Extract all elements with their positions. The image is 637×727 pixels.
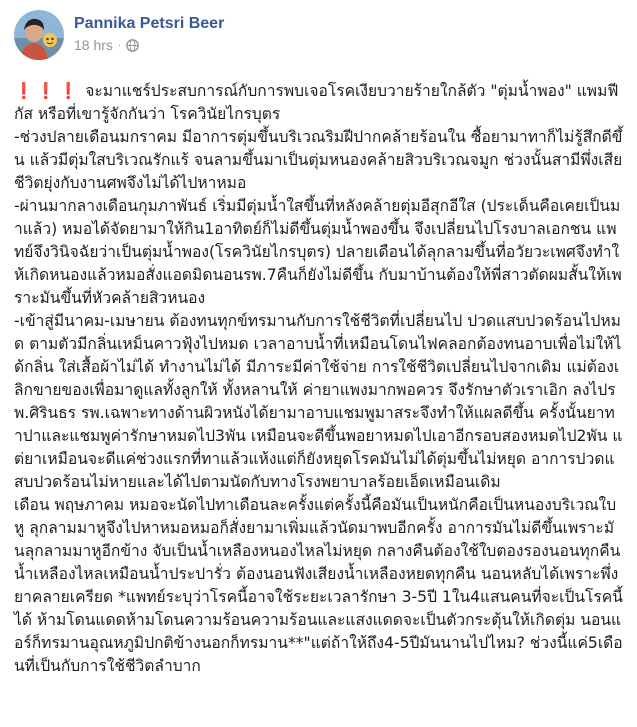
post-paragraph: -ผ่านมากลางเดือนกุมภาพันธ์ เริ่มมีตุ่มน้ำใสขึ้นที่หลังคล้ายตุ่มอีสุกอีใส (ประเด็นคือเคยเป็นมาแล้ว) หมอได้จัดยามาให้กิน1อาทิตย์ก็ไม่ดีขึ้นตุ่มน้ำพองขึ้น จึงเปลี่ยนไปโรงบาลเอกชน แพทย์จึงวินิจฉัยว่าเป็นตุ่มน้ำพอง(โรควินัยไกรบุตร) ปลายเดือนได้ลุกลามขึ้นที่อวัยวะเพศจึงทำให้เกิดหนองแล้วหมอสั่งแอดมิดนอนรพ.7คืนก็ยังไม่ดีขึ้น กับมาบ้านต้องให้พี่สาวตัดผมสั้นให้เพราะมันขึ้นที่หัวคล้ายสิวหนอง: [14, 197, 622, 307]
globe-icon[interactable]: [126, 39, 139, 52]
exclamation-icon: ❗❗❗: [14, 82, 82, 100]
post-paragraph: เดือน พฤษภาคม หมอจะนัดไปทาเดือนละครั้งแต่ครั้งนี้คือมันเป็นหนักคือเป็นหนองบริเวณใบหู ลุกลามมาหูจึงไปหาหมอหมอก็สั่งยามาเพิ่มแล้วนัดมาพบอีกครั้ง อาการมันไม่ดีขึ้นเพราะมันลุกลามมาหูอีกข้าง จับเป็นน้ำเหลืองหนองไหลไม่หยุด กลางคืนต้องใช้ใบตองรองนอนทุกคืนน้ำเหลืองไหลเหมือนน้ำประปารั่ว ต้องนอนฟังเสียงน้ำเหลืองหยดทุกคืน นอนหลับได้เพราะพึ่งยาคลายเครียด *แพทย์ระบุว่าโรคนี้อาจใช้ระยะเวลารักษา 3-5ปี 1ใน4แสนคนที่จะเป็นโรคนี้ได้ ห้ามโดนแดดห้ามโดนความร้อนความร้อนและแสงแดดจะเป็นตัวกระตุ้นให้เกิดตุ่ม นอนแอร์ก็ทรมานอุณหภูมิปกติข้างนอกก็ทรมาน**"แต่ถ้าให้ถึง4-5ปีมันนานไปไหม? ช่วงนี้แค่5เดือนที่เป็นกับการใช้ชีวิตลำบาก: [14, 496, 623, 675]
avatar-image: [14, 10, 64, 60]
post-paragraph: -เข้าสู่มีนาคม-เมษายน ต้องทนทุกข์ทรมานกับการใช้ชีวิตที่เปลี่ยนไป ปวดแสบปวดร้อนไปหมด ตามตัวมีกลิ่นเหม็นคาวฟุ้งไปหมด เวลาอาบน้ำที่เหมือนโดนไฟคลอกต้องทนอาบเพื่อไม่ให้ได้กลิ่น ใส่เสื้อผ้าไม่ได้ ทำงานไม่ได้ มีภาระมีค่าใช้จ่าย การใช้ชีวิตเปลี่ยนไปจากเดิม แม่ต้องเลิกขายของเพื่อมาดูแลทั้งลูกให้ ทั้งหลานให้ ค่ายาแพงมากพอควร จึงรักษาตัวเราเอิก ลงไปรพ.ศิรินธร รพ.เฉพาะทางด้านผิวหนังได้ยามาอาบแชมพูมาสระจึงทำให้แผลดีขึ้น ครั้งนั้นยาทาปาและแชมพูค่ารักษาหมดไป3พัน เหมือนจะดีขึ้นพอยาหมดไปเอาอีกรอบสองหมดไป2พัน แต่ยาเหมือนจะดีแค่ช่วงแรกที่ทาแล้วแห้งแต่ก็ยังหยุดโรคมันไม่ได้ตุ่มขึ้นไม่หยุด อาการปวดแสบปวดร้อนไม่หายและได้ไปตามนัดกับทางโรงพยาบาลร้อยเอ็ดเหมือนเดิม: [14, 312, 623, 491]
post-meta: [74, 37, 224, 53]
post-paragraph-text: จะมาแชร์ประสบการณ์กับการพบเจอโรคเงียบวายร้ายใกล้ตัว "ตุ่มน้ำพอง" แพมฟีกัส หรือที่เขารู้จักกันว่า โรควินัยไกรบุตร: [14, 82, 619, 123]
post-body: [14, 80, 623, 678]
author-name-link[interactable]: Pannika Petsri Beer: [74, 15, 225, 32]
author-block: [74, 10, 224, 53]
avatar[interactable]: [14, 10, 64, 60]
post-header: [14, 10, 623, 68]
meta-separator: ·: [117, 39, 122, 51]
post-timestamp[interactable]: 18 hrs: [74, 37, 113, 53]
post-paragraph: -ช่วงปลายเดือนมกราคม มีอาการตุ่มขึ้นบริเวณริมฝีปากคล้ายร้อนใน ซื้อยามาทาก็ไม่รู้สึกดีขึ้น แล้วมีตุ่มใสบริเวณรักแร้ จนลามขึ้นมาเป็นตุ่มหนองคล้ายสิวบริเวณจมูก ช่วงนั้นสามีพึ่งเสียชีวิตยุ่งกับงานศพจึงไม่ได้ไปหาหมอ: [14, 128, 623, 192]
post-paragraph: [14, 80, 623, 126]
